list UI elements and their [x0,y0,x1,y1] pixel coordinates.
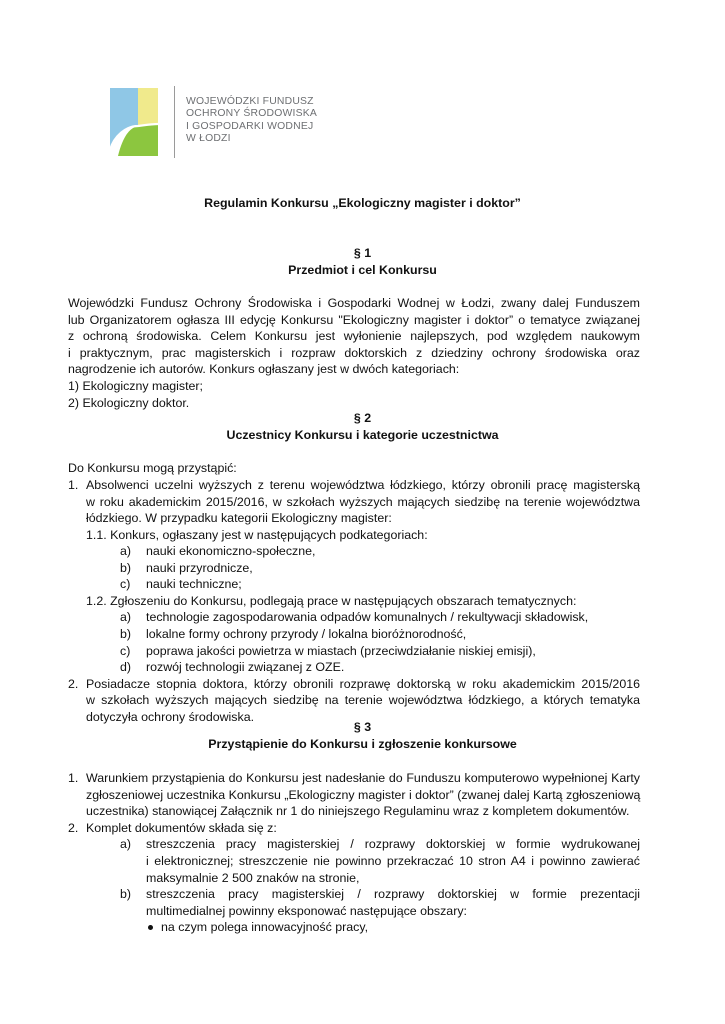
list-item: technologie zagospodarowania odpadów komunalnych / rekultywacji składowisk, [146,610,589,625]
list-item: nauki techniczne; [146,577,242,592]
text-line: maksymalnie 2 500 znaków na stronie, [146,870,360,885]
list-label: b) [120,560,132,575]
list-label: b) [120,627,132,641]
text-line: z ochroną środowiska. Celem Konkursu jest wyłonienie najlepszych, pod względem naukowym [68,329,640,344]
list-label: d) [120,660,132,675]
logo-mark-icon [108,86,160,158]
section-3-point-1 [86,770,640,820]
logo-yellow-shape [138,88,158,126]
text-line: streszczenia pracy magisterskiej / rozprawy doktorskiej w formie prezentacji [146,887,640,902]
bullet-icon [148,925,153,930]
section-1-heading: Przedmiot i cel Konkursu [288,263,437,277]
list-item: nauki ekonomiczno-społeczne, [146,544,316,558]
text-line: nagrodzenie ich autorów. Konkurs ogłaszany jest w dwóch kategoriach: [68,362,460,377]
section-1-number: § 1 [353,246,372,260]
text-line: i elektronicznej; streszczenie nie powinno przekraczać 10 stron A4 i powinno zawierać [146,853,640,868]
list-item: nauki przyrodnicze, [146,560,253,575]
section-3-heading: Przystąpienie do Konkursu i zgłoszenie konkursowe [208,737,517,751]
subpoint-1-2: 1.2. Zgłoszeniu do Konkursu, podlegają prace w następujących obszarach tematycznych: [86,593,577,608]
text-line: Posiadacze stopnia doktora, którzy obronili rozprawę doktorską w roku akademickim 2015/2016 [86,676,640,691]
list-item: 2) Ekologiczny doktor. [68,395,190,410]
list-label: b) [120,887,132,902]
list-label: a) [120,837,132,852]
text-line: i praktycznym, prac magisterskich i rozpraw doktorskich z dziedziny ochrony środowiska oraz [68,345,640,360]
logo-line: WOJEWÓDZKI FUNDUSZ [186,96,314,107]
text-line: multimedialnej powinny eksponować następujące obszary: [146,903,467,918]
section-3-point-2: Komplet dokumentów składa się z: [86,820,277,835]
bullet-item [148,919,368,936]
text-line: Wojewódzki Fundusz Ochrony Środowiska i Gospodarki Wodnej w Łodzi, zwany dalej Funduszem [68,296,640,310]
list-item: lokalne formy ochrony przyrody / lokalna bioróżnorodność, [146,627,467,641]
section-2-heading: Uczestnicy Konkursu i kategorie uczestnictwa [226,428,499,442]
text-line: łódzkiego. W przypadku kategorii Ekologiczny magister: [86,511,392,526]
list-number: 2. [68,676,79,691]
text-line: uczestnika) stanowiącej Załącznik nr 1 do niniejszego Regulaminu wraz z kompletem dokumentów. [86,804,630,819]
section-3-item-a [146,836,640,886]
list-item: 1) Ekologiczny magister; [68,378,203,393]
document-title: Regulamin Konkursu „Ekologiczny magister i doktor” [204,196,521,210]
subpoint-1-1: 1.1. Konkurs, ogłaszany jest w następujących podkategoriach: [86,527,428,542]
list-label: c) [120,643,131,658]
text-line: dotyczyła ochrony środowiska. [86,709,255,724]
text-line: Absolwenci uczelni wyższych z terenu województwa łódzkiego, którzy obronili pracę magisterską [86,478,640,492]
section-2-point-1 [86,477,640,543]
list-item: poprawa jakości powietrza w miastach (przeciwdziałanie niskiej emisji), [146,643,536,658]
section-2-number: § 2 [353,411,372,425]
logo-line: I GOSPODARKI WODNEJ [186,120,314,132]
text-line: Warunkiem przystąpienia do Konkursu jest nadesłanie do Funduszu komputerowo wypełnionej Karty [86,771,640,785]
list-label: a) [120,544,132,558]
list-number: 1. [68,478,79,492]
list-item: rozwój technologii związanej z OZE. [146,660,345,675]
logo-text [186,96,317,146]
logo-line: OCHRONY ŚRODOWISKA [186,108,317,120]
text-line: w roku akademickim 2015/2016, w szkołach wyższych mających siedzibę na terenie województwa [86,494,640,509]
list-label: c) [120,577,131,592]
section-1-intro [68,295,640,411]
wfosigw-logo [108,86,328,166]
text-line: zgłoszeniowej uczestnika Konkursu „Ekologiczny magister i doktor” (zwanej dalej Kartą zgłoszeniową [86,787,641,802]
logo-line: W ŁODZI [186,133,231,145]
bullet-text: na czym polega innowacyjność pracy, [161,920,369,935]
text-line: streszczenia pracy magisterskiej / rozprawy doktorskiej w formie wydrukowanej [146,837,640,852]
text-line: w szkołach wyższych mających siedzibę na terenie województwa łódzkiego, a których tematyka [86,693,640,708]
list-label: a) [120,610,132,625]
list-number: 1. [68,771,79,785]
section-2-intro: Do Konkursu mogą przystąpić: [68,461,237,475]
logo-divider [174,86,175,158]
list-number: 2. [68,820,79,835]
section-3-number: § 3 [353,720,372,734]
section-3-item-b [146,886,640,919]
text-line: lub Organizatorem ogłasza III edycję Konkursu "Ekologiczny magister i doktor” o tematyce związanej [68,312,640,327]
